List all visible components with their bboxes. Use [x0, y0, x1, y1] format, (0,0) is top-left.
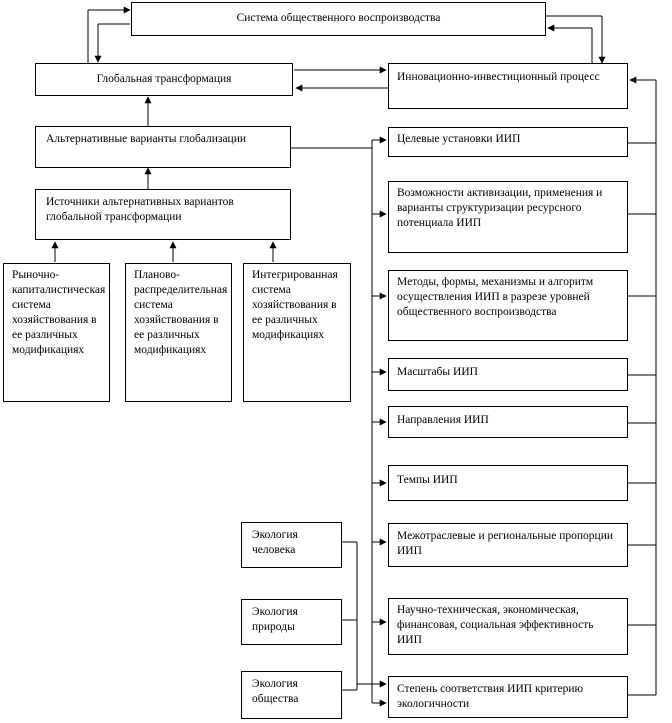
iip-block-label: Целевые установки ИИП — [397, 133, 521, 145]
iip-block-methods — [388, 270, 628, 341]
planned-label: Планово-распределительная система хозяйствования в ее различных модификациях — [134, 269, 228, 356]
eco-human-label: Экология человека — [252, 529, 298, 556]
iip-block-ecology — [388, 676, 628, 718]
eco-human-box — [241, 522, 342, 568]
global-box — [35, 63, 293, 96]
iip-block-label: Степень соответствия ИИП критерию экологичности — [397, 683, 584, 710]
system-label: Система общественного воспроизводства — [236, 12, 441, 24]
alt-box — [35, 126, 291, 168]
integrated-box — [243, 263, 351, 402]
iip-block-label: Темпы ИИП — [397, 474, 458, 486]
eco-nature-box — [241, 599, 342, 645]
iip-block-label: Направления ИИП — [397, 414, 489, 426]
iip-block-scale — [388, 358, 628, 391]
system-box — [131, 2, 546, 36]
iip-block-label: Масштабы ИИП — [397, 366, 478, 378]
planned-box — [125, 263, 232, 402]
iip-block-label: Межотраслевые и региональные пропорции ИИП — [397, 530, 614, 557]
sources-label: Источники альтернативных вариантов глобальной трансформации — [46, 196, 234, 223]
iip-block-efficiency — [388, 598, 628, 655]
eco-nature-label: Экология природы — [252, 606, 298, 633]
market-box — [3, 263, 110, 402]
iip-box — [388, 63, 628, 109]
iip-block-label: Научно-техническая, экономическая, финансовая, социальная эффективность ИИП — [397, 604, 594, 646]
sources-box — [35, 189, 291, 240]
iip-label: Инновационно-инвестиционный процесс — [397, 71, 600, 83]
eco-society-box — [241, 671, 342, 719]
alt-label: Альтернативные варианты глобализации — [46, 133, 247, 145]
iip-block-directions — [388, 406, 628, 438]
iip-block-proportions — [388, 523, 628, 567]
integrated-label: Интегрированная система хозяйствования в ее различных модификациях — [252, 269, 338, 341]
iip-block-label: Возможности активизации, применения и варианты структуризации ресурсного потенциала ИИП — [397, 187, 603, 229]
iip-block-resources — [388, 181, 628, 253]
iip-block-pace — [388, 465, 628, 501]
global-label: Глобальная трансформация — [96, 73, 232, 85]
market-label: Рыночно-капиталистическая система хозяйствования в ее различных модификациях — [12, 269, 106, 356]
iip-block-targets — [388, 127, 628, 157]
iip-block-label: Методы, формы, механизмы и алгоритм осуществления ИИП в разрезе уровней общественного воспроизводства — [397, 276, 594, 318]
eco-society-label: Экология общества — [252, 678, 299, 705]
